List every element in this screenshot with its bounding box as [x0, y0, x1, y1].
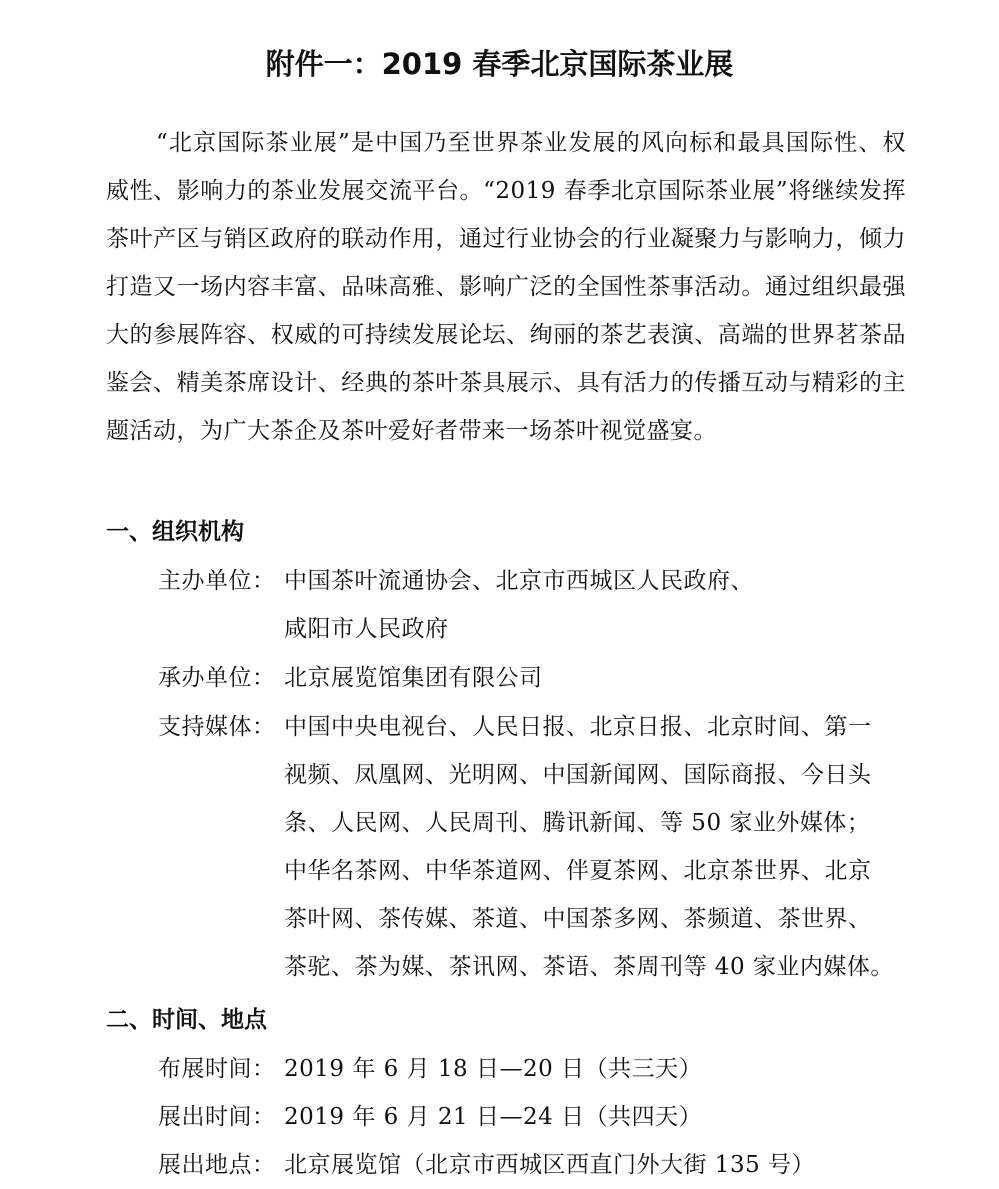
host-line: 咸阳市人民政府 [284, 616, 449, 642]
section-heading-time-place: 二、时间、地点 [106, 1007, 267, 1033]
host-line: 中国茶叶流通协会、北京市西城区人民政府、 [284, 568, 754, 594]
media-line: 茶叶网、茶传媒、茶道、中国茶多网、茶频道、茶世界、 [284, 906, 872, 932]
exhibit-time-row [158, 1093, 908, 1141]
media-line: 条、人民网、人民周刊、腾讯新闻、等 50 家业外媒体； [284, 810, 871, 836]
section-heading-organization: 一、组织机构 [106, 519, 244, 545]
setup-time-row [158, 1045, 908, 1093]
organizer-value: 北京展览馆集团有限公司 [284, 665, 543, 691]
media-line: 中华名茶网、中华茶道网、伴夏茶网、北京茶世界、北京 [284, 858, 872, 884]
media-label: 支持媒体： [158, 714, 276, 740]
host-value [284, 557, 908, 653]
media-value [284, 703, 908, 991]
venue-value: 北京展览馆（北京市西城区西直门外大街 135 号） [284, 1152, 816, 1178]
venue-row [158, 1141, 908, 1189]
setup-time-value: 2019 年 6 月 18 日—20 日（共三天） [284, 1056, 703, 1082]
media-row [158, 703, 908, 991]
document-title: 附件一：2019 春季北京国际茶业展 [265, 47, 734, 82]
exhibit-time-label: 展出时间： [158, 1104, 276, 1130]
host-label: 主办单位： [158, 568, 276, 594]
media-line: 中国中央电视台、人民日报、北京日报、北京时间、第一 [284, 714, 872, 740]
host-row [158, 557, 908, 653]
setup-time-label: 布展时间： [158, 1056, 276, 1082]
intro-paragraph: “北京国际茶业展”是中国乃至世界茶业发展的风向标和最具国际性、权威性、影响力的茶业发展交流平台。“2019 春季北京国际茶业展”将继续发挥茶叶产区与销区政府的联动作用，通过行业协会的行业凝聚力与影响力，倾力打造又一场内容丰富、品味高雅、影响广泛的全国性茶事活动。通过组织最强大的参展阵容、权威的可持续发展论坛、绚丽的茶艺表演、高端的世界茗茶品鉴会、精美茶席设计、经典的茶叶茶具展示、具有活力的传播互动与精彩的主题活动，为广大茶企及茶叶爱好者带来一场茶叶视觉盛宴。 [106, 130, 906, 444]
organizer-row [158, 654, 908, 702]
media-line: 视频、凤凰网、光明网、中国新闻网、国际商报、今日头 [284, 762, 872, 788]
venue-label: 展出地点： [158, 1152, 276, 1178]
organizer-label: 承办单位： [158, 665, 276, 691]
exhibit-time-value: 2019 年 6 月 21 日—24 日（共四天） [284, 1104, 703, 1130]
media-line: 茶驼、茶为媒、茶讯网、茶语、茶周刊等 40 家业内媒体。 [284, 954, 894, 980]
